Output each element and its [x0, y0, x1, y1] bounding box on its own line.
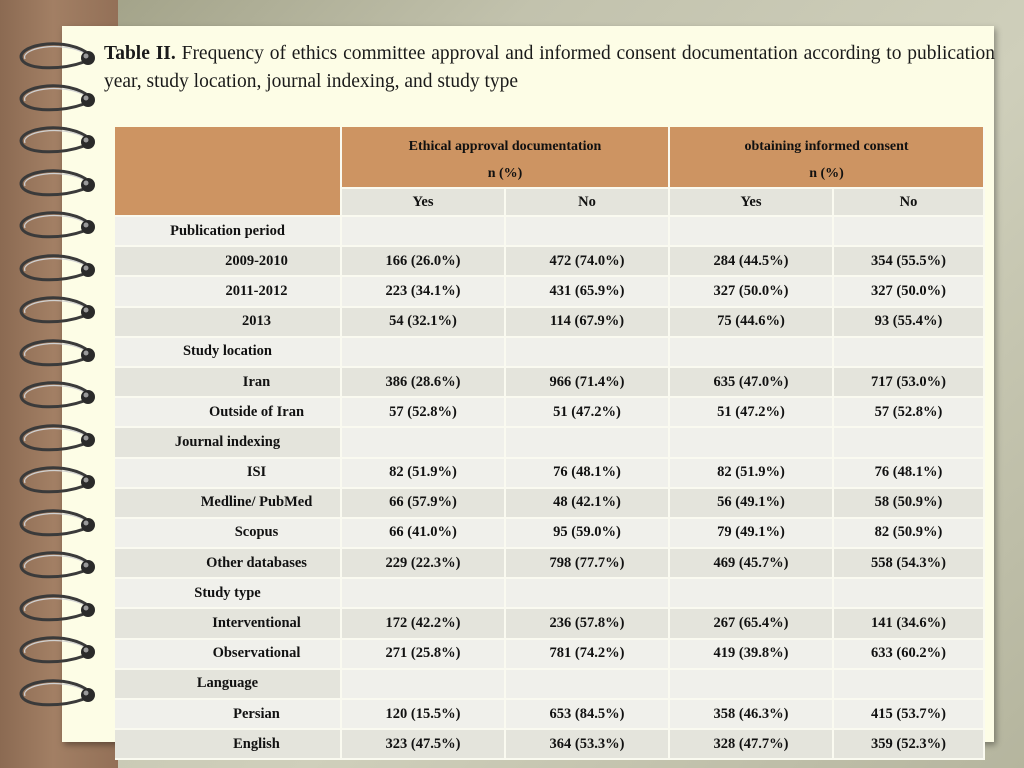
value-cell: 469 (45.7%)	[670, 549, 834, 579]
subheader-yes: Yes	[670, 189, 834, 217]
row-label: 2013	[115, 308, 342, 338]
table-row	[115, 308, 985, 338]
empty-cell	[670, 428, 834, 458]
value-cell: 93 (55.4%)	[834, 308, 985, 338]
value-cell: 359 (52.3%)	[834, 730, 985, 760]
value-cell: 114 (67.9%)	[506, 308, 670, 338]
table-row	[115, 277, 985, 307]
value-cell: 635 (47.0%)	[670, 368, 834, 398]
row-label: 2009-2010	[115, 247, 342, 277]
binder-ring-icon	[21, 426, 95, 450]
subheader-yes: Yes	[342, 189, 506, 217]
value-cell: 66 (57.9%)	[342, 489, 506, 519]
value-cell: 781 (74.2%)	[506, 640, 670, 670]
value-cell: 323 (47.5%)	[342, 730, 506, 760]
value-cell: 431 (65.9%)	[506, 277, 670, 307]
binder-ring-icon	[21, 511, 95, 535]
empty-cell	[506, 338, 670, 368]
caption-label: Table II.	[104, 43, 176, 64]
table-row	[115, 247, 985, 277]
binder-ring-icon	[21, 638, 95, 662]
value-cell: 966 (71.4%)	[506, 368, 670, 398]
row-label: Observational	[115, 640, 342, 670]
table-row	[115, 730, 985, 760]
value-cell: 75 (44.6%)	[670, 308, 834, 338]
table-row	[115, 549, 985, 579]
value-cell: 172 (42.2%)	[342, 609, 506, 639]
spiral-rings	[0, 0, 110, 768]
value-cell: 57 (52.8%)	[834, 398, 985, 428]
value-cell: 51 (47.2%)	[506, 398, 670, 428]
section-row	[115, 217, 985, 247]
row-label: Scopus	[115, 519, 342, 549]
binder-ring-icon	[21, 298, 95, 322]
row-label: ISI	[115, 459, 342, 489]
value-cell: 364 (53.3%)	[506, 730, 670, 760]
value-cell: 472 (74.0%)	[506, 247, 670, 277]
binder-ring-icon	[21, 596, 95, 620]
empty-cell	[834, 217, 985, 247]
row-label: Persian	[115, 700, 342, 730]
section-row	[115, 579, 985, 609]
caption-text: Frequency of ethics committee approval and informed consent documentation according to publication year, study location, journal indexing, and study type	[104, 43, 996, 92]
value-cell: 633 (60.2%)	[834, 640, 985, 670]
binder-ring-icon	[21, 44, 95, 68]
binder-ring-icon	[21, 213, 95, 237]
empty-cell	[506, 670, 670, 700]
value-cell: 415 (53.7%)	[834, 700, 985, 730]
corner-cell	[115, 127, 342, 217]
empty-cell	[506, 579, 670, 609]
empty-cell	[670, 217, 834, 247]
binder-ring-icon	[21, 256, 95, 280]
section-row	[115, 670, 985, 700]
value-cell: 267 (65.4%)	[670, 609, 834, 639]
value-cell: 54 (32.1%)	[342, 308, 506, 338]
binder-ring-icon	[21, 128, 95, 152]
section-title: Publication period	[115, 217, 342, 247]
value-cell: 79 (49.1%)	[670, 519, 834, 549]
value-cell: 328 (47.7%)	[670, 730, 834, 760]
value-cell: 82 (51.9%)	[342, 459, 506, 489]
empty-cell	[834, 338, 985, 368]
binder-ring-icon	[21, 383, 95, 407]
value-cell: 76 (48.1%)	[506, 459, 670, 489]
table-caption	[104, 40, 995, 96]
value-cell: 354 (55.5%)	[834, 247, 985, 277]
row-label: Other databases	[115, 549, 342, 579]
empty-cell	[506, 428, 670, 458]
value-cell: 48 (42.1%)	[506, 489, 670, 519]
value-cell: 57 (52.8%)	[342, 398, 506, 428]
binder-ring-icon	[21, 86, 95, 110]
empty-cell	[670, 338, 834, 368]
value-cell: 327 (50.0%)	[670, 277, 834, 307]
section-title: Study type	[115, 579, 342, 609]
value-cell: 558 (54.3%)	[834, 549, 985, 579]
binder-ring-icon	[21, 171, 95, 195]
value-cell: 141 (34.6%)	[834, 609, 985, 639]
value-cell: 284 (44.5%)	[670, 247, 834, 277]
value-cell: 76 (48.1%)	[834, 459, 985, 489]
value-cell: 717 (53.0%)	[834, 368, 985, 398]
value-cell: 120 (15.5%)	[342, 700, 506, 730]
section-title: Language	[115, 670, 342, 700]
value-cell: 327 (50.0%)	[834, 277, 985, 307]
group-title: Ethical approval documentation	[408, 139, 602, 154]
binder-ring-icon	[21, 681, 95, 705]
binder-ring-icon	[21, 341, 95, 365]
row-label: Medline/ PubMed	[115, 489, 342, 519]
empty-cell	[834, 428, 985, 458]
row-label: 2011-2012	[115, 277, 342, 307]
table-row	[115, 489, 985, 519]
table-row	[115, 368, 985, 398]
empty-cell	[342, 579, 506, 609]
binder-ring-icon	[21, 468, 95, 492]
binder-ring-icon	[21, 553, 95, 577]
data-table	[115, 127, 985, 760]
empty-cell	[342, 217, 506, 247]
section-row	[115, 428, 985, 458]
empty-cell	[342, 338, 506, 368]
group-header-informed-consent	[670, 127, 985, 189]
table-row	[115, 398, 985, 428]
empty-cell	[506, 217, 670, 247]
empty-cell	[834, 670, 985, 700]
group-unit: n (%)	[487, 166, 523, 181]
table-row	[115, 640, 985, 670]
row-label: Iran	[115, 368, 342, 398]
value-cell: 82 (50.9%)	[834, 519, 985, 549]
subheader-no: No	[834, 189, 985, 217]
value-cell: 51 (47.2%)	[670, 398, 834, 428]
value-cell: 386 (28.6%)	[342, 368, 506, 398]
group-header-ethical-approval	[342, 127, 670, 189]
empty-cell	[342, 428, 506, 458]
value-cell: 95 (59.0%)	[506, 519, 670, 549]
table-row	[115, 519, 985, 549]
value-cell: 798 (77.7%)	[506, 549, 670, 579]
value-cell: 166 (26.0%)	[342, 247, 506, 277]
value-cell: 58 (50.9%)	[834, 489, 985, 519]
value-cell: 223 (34.1%)	[342, 277, 506, 307]
value-cell: 358 (46.3%)	[670, 700, 834, 730]
group-title: obtaining informed consent	[744, 139, 909, 154]
value-cell: 419 (39.8%)	[670, 640, 834, 670]
row-label: Outside of Iran	[115, 398, 342, 428]
empty-cell	[670, 670, 834, 700]
empty-cell	[670, 579, 834, 609]
table-row	[115, 700, 985, 730]
value-cell: 653 (84.5%)	[506, 700, 670, 730]
subheader-no: No	[506, 189, 670, 217]
section-title: Study location	[115, 338, 342, 368]
value-cell: 82 (51.9%)	[670, 459, 834, 489]
row-label: English	[115, 730, 342, 760]
section-row	[115, 338, 985, 368]
empty-cell	[834, 579, 985, 609]
table-row	[115, 459, 985, 489]
value-cell: 271 (25.8%)	[342, 640, 506, 670]
value-cell: 229 (22.3%)	[342, 549, 506, 579]
value-cell: 56 (49.1%)	[670, 489, 834, 519]
value-cell: 236 (57.8%)	[506, 609, 670, 639]
section-title: Journal indexing	[115, 428, 342, 458]
empty-cell	[342, 670, 506, 700]
table-row	[115, 609, 985, 639]
row-label: Interventional	[115, 609, 342, 639]
value-cell: 66 (41.0%)	[342, 519, 506, 549]
group-unit: n (%)	[809, 166, 844, 181]
